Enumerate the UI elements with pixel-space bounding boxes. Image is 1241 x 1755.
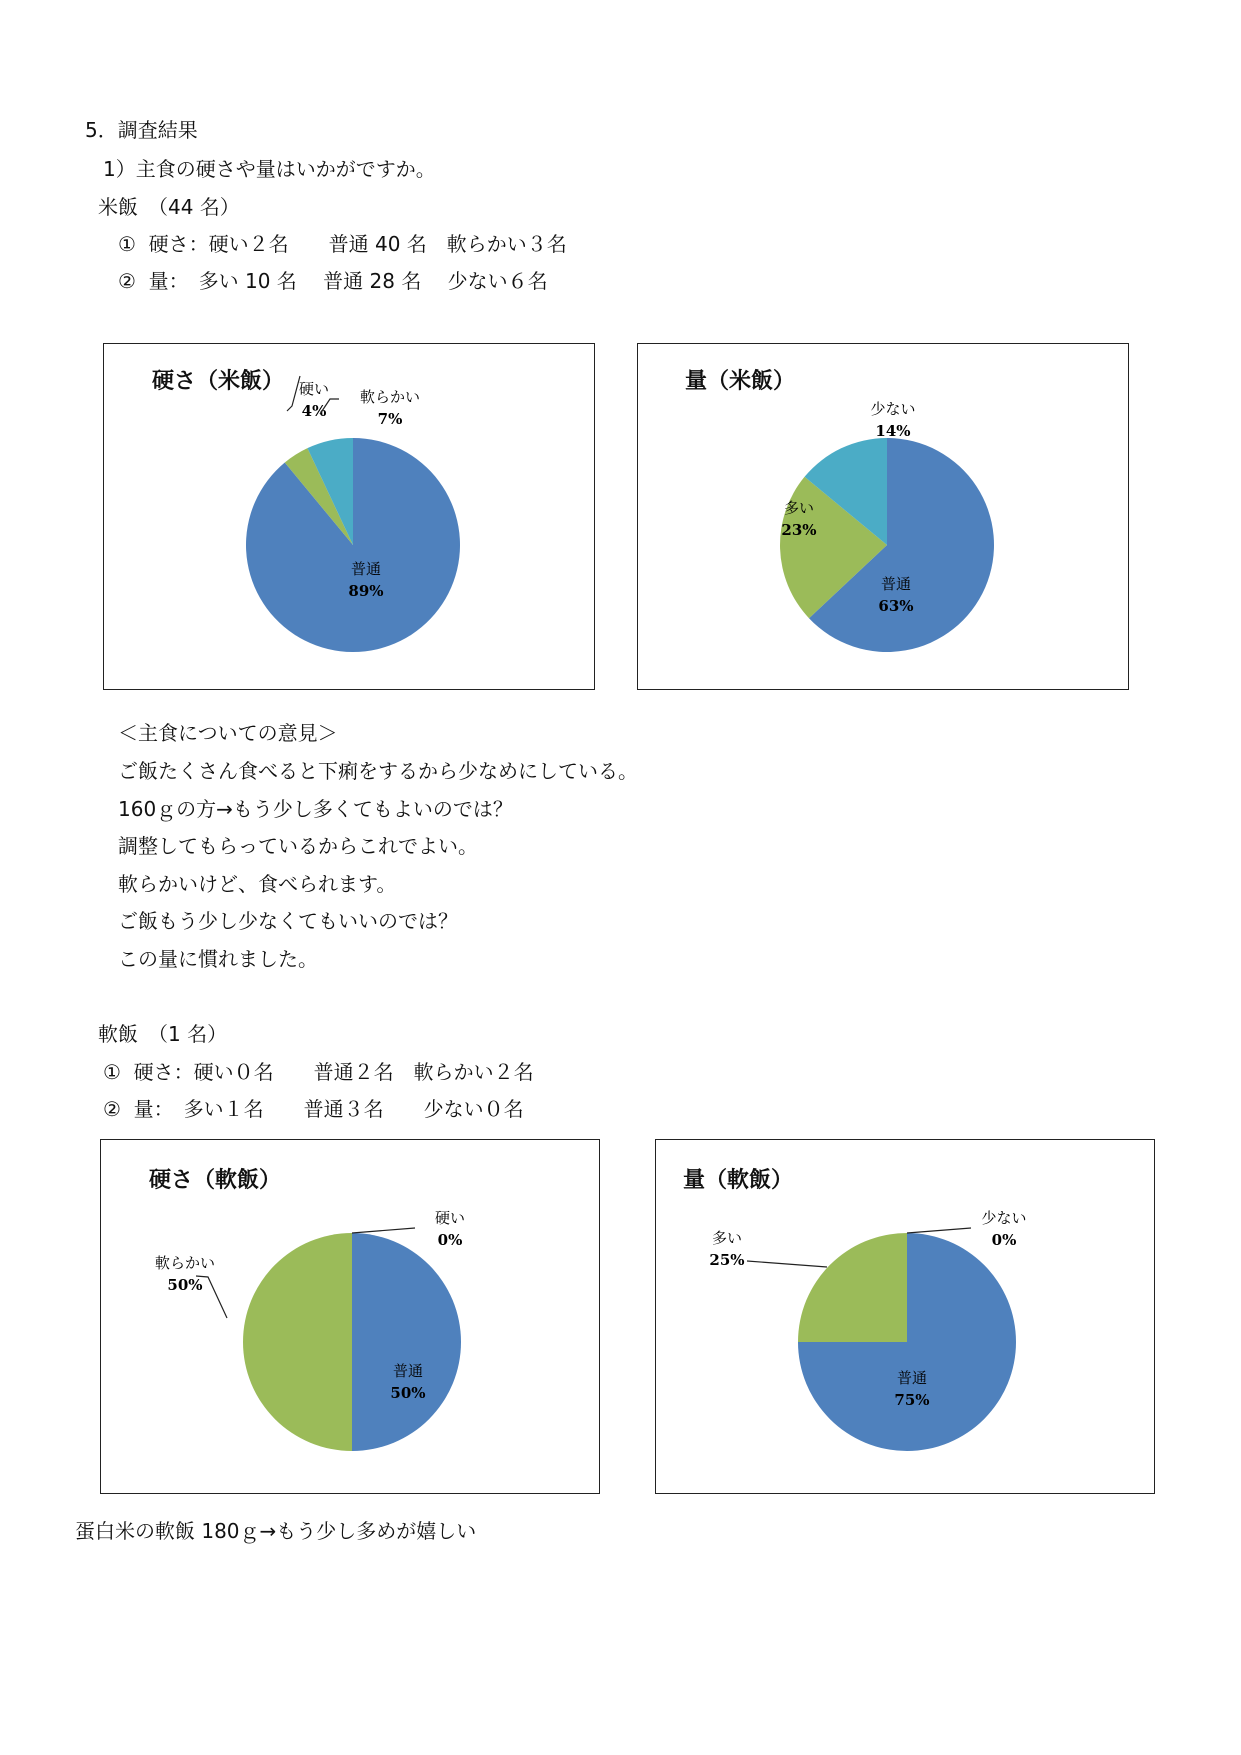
rice-amount-line: ② 量： 多い 10 名 普通 28 名 少ない６名 [118, 269, 548, 293]
data-label-value: 0% [437, 1231, 463, 1249]
pie-slice-多い [798, 1233, 907, 1342]
data-label-name: 普通 [392, 1362, 424, 1380]
pie-chart-svg [656, 1140, 1156, 1495]
data-label-value: 25% [709, 1251, 745, 1269]
data-label-name: 普通 [880, 575, 912, 593]
pie-chart-svg [638, 344, 1130, 691]
data-label-value: 23% [781, 521, 817, 539]
data-label-name: 普通 [896, 1369, 928, 1387]
opinion-item: ご飯もう少し少なくてもいいのでは？ [118, 909, 458, 933]
soft-rice-hardness-line: ① 硬さ：硬い０名 普通２名 軟らかい２名 [103, 1060, 534, 1084]
data-label-value: 63% [878, 597, 914, 615]
section-heading: 5．調査結果 [85, 118, 198, 142]
rice-title: 米飯 （44 名） [98, 195, 240, 219]
chart-title: 硬さ（軟飯） [149, 1167, 282, 1193]
data-label-name: 少ない [870, 400, 916, 418]
opinion-item: この量に慣れました。 [118, 947, 318, 971]
data-label-name: 軟らかい [154, 1254, 216, 1272]
data-label-value: 7% [377, 410, 403, 428]
leader-line [352, 1228, 415, 1233]
chart-title: 量（米飯） [685, 368, 796, 394]
pie-slice-普通 [352, 1233, 461, 1451]
chart-hardness-soft-rice [100, 1139, 600, 1494]
data-label-value: 50% [167, 1276, 203, 1294]
chart-title: 量（軟飯） [683, 1167, 794, 1193]
opinion-item: ご飯たくさん食べると下痢をするから少なめにしている。 [118, 759, 638, 783]
data-label-value: 4% [301, 402, 327, 420]
opinion-item: 調整してもらっているからこれでよい。 [118, 834, 478, 858]
data-label-name: 硬い [298, 380, 330, 398]
footer-note: 蛋白米の軟飯 180ｇ→もう少し多めが嬉しい [75, 1519, 477, 1543]
pie-chart-svg [104, 344, 596, 691]
data-label-name: 硬い [434, 1209, 466, 1227]
question-1: 1）主食の硬さや量はいかがですか。 [103, 157, 436, 181]
data-label-name: 普通 [350, 560, 382, 578]
data-label-name: 多い [711, 1229, 743, 1247]
chart-title: 硬さ（米飯） [152, 368, 285, 394]
leader-line [907, 1228, 971, 1233]
opinion-item: 160ｇの方→もう少し多くてもよいのでは？ [118, 797, 513, 821]
opinions-heading: ＜主食についての意見＞ [118, 721, 338, 745]
data-label-value: 75% [894, 1391, 930, 1409]
rice-hardness-line: ① 硬さ：硬い２名 普通 40 名 軟らかい３名 [118, 232, 567, 256]
chart-hardness-rice [103, 343, 595, 690]
data-label-value: 14% [875, 422, 911, 440]
data-label-value: 89% [348, 582, 384, 600]
chart-amount-soft-rice [655, 1139, 1155, 1494]
pie-slice-軟らかい [243, 1233, 352, 1451]
leader-line [747, 1261, 827, 1267]
data-label-name: 軟らかい [359, 388, 421, 406]
opinion-item: 軟らかいけど、食べられます。 [118, 872, 397, 896]
soft-rice-amount-line: ② 量： 多い１名 普通３名 少ない０名 [103, 1097, 524, 1121]
data-label-name: 多い [783, 499, 815, 517]
data-label-value: 50% [390, 1384, 426, 1402]
soft-rice-title: 軟飯 （1 名） [98, 1022, 228, 1046]
chart-amount-rice [637, 343, 1129, 690]
pie-chart-svg [101, 1140, 601, 1495]
data-label-value: 0% [991, 1231, 1017, 1249]
data-label-name: 少ない [981, 1209, 1027, 1227]
